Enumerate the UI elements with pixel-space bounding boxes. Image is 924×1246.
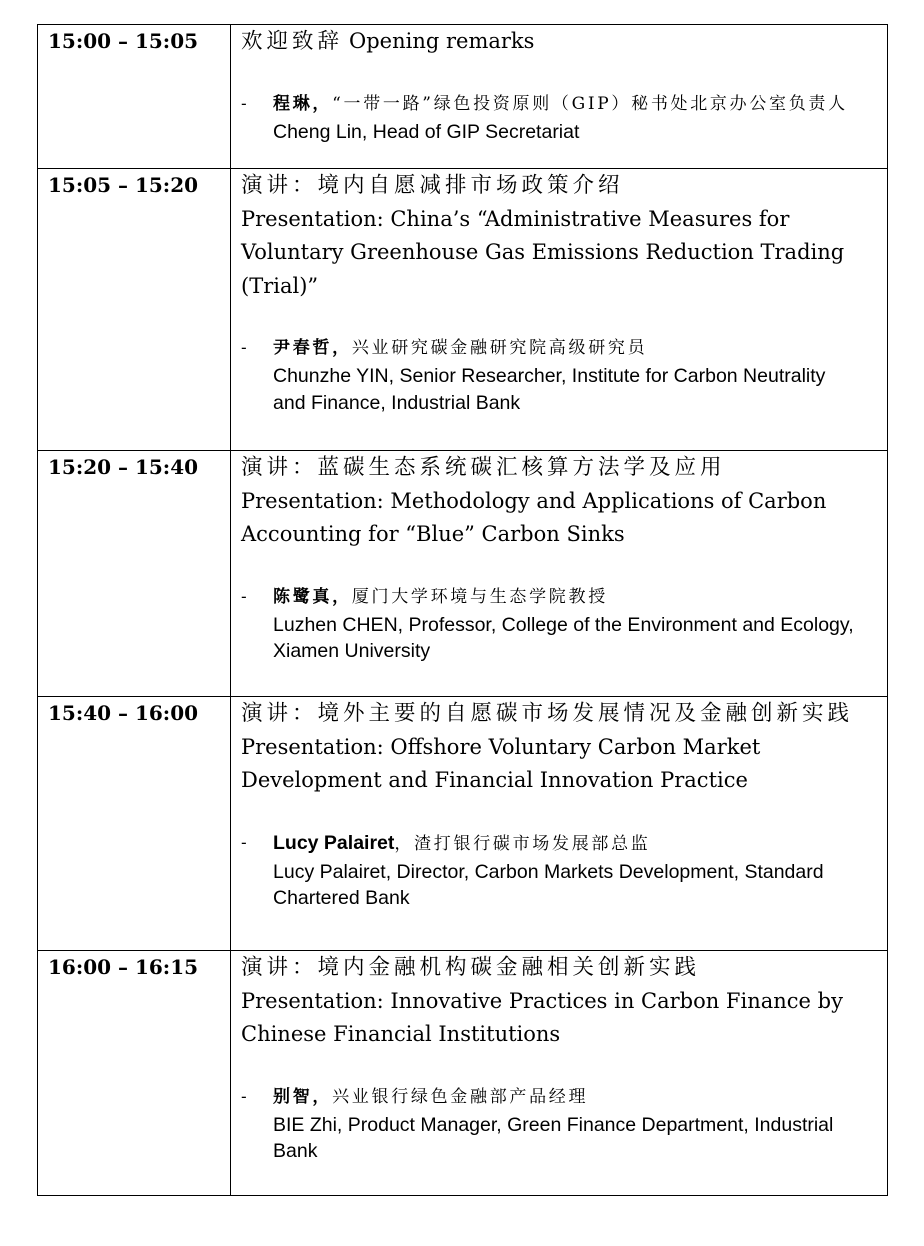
time-slot: 15:40 – 16:00	[48, 701, 199, 725]
speaker-name: 程琳，	[273, 93, 333, 114]
speaker-role-zh: 兴业银行绿色金融部产品经理	[332, 1086, 589, 1107]
speaker-role-zh: “一带一路”绿色投资原则（GIP）秘书处北京办公室负责人	[332, 93, 848, 114]
time-cell	[38, 697, 231, 950]
bullet-dash: -	[241, 93, 247, 113]
session-title-en: (Trial)”	[241, 273, 319, 298]
speaker-line-zh	[273, 89, 879, 119]
speaker-line-en: Cheng Lin, Head of GIP Secretariat	[273, 120, 580, 143]
session-title-zh: 演讲：蓝碳生态系统碳汇核算方法学及应用	[241, 455, 726, 480]
speaker-name: 别智，	[273, 1086, 333, 1107]
speaker-entry	[241, 582, 879, 665]
session-title-en: Chinese Financial Institutions	[241, 1022, 561, 1046]
session-cell	[231, 697, 887, 950]
speaker-line-en: Luzhen CHEN, Professor, College of the Environment and Ecology,	[273, 613, 854, 636]
speaker-line-en: Bank	[273, 1140, 318, 1162]
speaker-line-zh	[273, 333, 879, 363]
agenda-row	[38, 951, 887, 1196]
agenda-row	[38, 451, 887, 697]
bullet-dash: -	[241, 586, 247, 606]
bullet-dash: -	[241, 1086, 247, 1106]
session-title	[241, 25, 879, 59]
time-slot: 15:00 – 15:05	[48, 29, 199, 53]
speaker-line-en: Lucy Palairet, Director, Carbon Markets Development, Standard	[273, 860, 824, 883]
session-title-en: Presentation: Offshore Voluntary Carbon Market	[241, 734, 761, 759]
speaker-entry	[241, 333, 879, 416]
session-cell	[231, 951, 887, 1195]
session-title-en: Development and Financial Innovation Practice	[241, 768, 748, 792]
speaker-role-zh: 厦门大学环境与生态学院教授	[351, 586, 608, 607]
speaker-line-zh	[273, 1082, 879, 1112]
speaker-name: Lucy Palairet	[273, 831, 395, 854]
speaker-line-en: Chartered Bank	[273, 887, 410, 909]
time-slot: 15:20 – 15:40	[48, 455, 199, 479]
time-cell	[38, 25, 231, 168]
session-title-zh: 演讲：境外主要的自愿碳市场发展情况及金融创新实践	[241, 701, 854, 726]
speaker-line-en: Chunzhe YIN, Senior Researcher, Institute for Carbon Neutrality	[273, 365, 826, 387]
speaker-line-en: BIE Zhi, Product Manager, Green Finance Department, Industrial	[273, 1113, 834, 1136]
bullet-dash: -	[241, 338, 247, 357]
agenda-row	[38, 169, 887, 451]
speaker-line-zh	[273, 828, 879, 859]
speaker-role-zh: ，渣打银行碳市场发展部总监	[394, 833, 651, 854]
speaker-entry	[241, 828, 879, 912]
time-cell	[38, 951, 231, 1195]
time-slot: 16:00 – 16:15	[48, 955, 199, 979]
session-cell	[231, 451, 887, 696]
speaker-line-zh	[273, 582, 879, 612]
agenda-table	[37, 24, 888, 1196]
session-title-zh: 演讲：境内金融机构碳金融相关创新实践	[241, 955, 701, 980]
time-slot: 15:05 – 15:20	[48, 173, 199, 197]
time-cell	[38, 451, 231, 696]
speaker-role-zh: 兴业研究碳金融研究院高级研究员	[351, 338, 648, 358]
session-title-en: Presentation: China’s “Administrative Measures for	[241, 206, 790, 231]
session-title-en: Presentation: Methodology and Applications of Carbon	[241, 488, 827, 513]
bullet-dash: -	[241, 832, 247, 852]
session-cell	[231, 169, 887, 450]
speaker-line-en: Xiamen University	[273, 640, 431, 662]
speaker-entry	[241, 89, 879, 146]
session-cell	[231, 25, 887, 168]
speaker-name: 尹春哲，	[273, 338, 352, 358]
agenda-row	[38, 697, 887, 951]
time-cell	[38, 169, 231, 450]
speaker-name: 陈鹭真，	[273, 586, 352, 607]
session-title-zh: 演讲：境内自愿减排市场政策介绍	[241, 173, 624, 198]
session-title-en: Presentation: Innovative Practices in Carbon Finance by	[241, 988, 843, 1013]
session-title-en: Voluntary Greenhouse Gas Emissions Reduction Trading	[241, 240, 845, 264]
speaker-line-en: and Finance, Industrial Bank	[273, 391, 521, 414]
agenda-row	[38, 25, 887, 169]
session-title-en: Opening remarks	[349, 29, 535, 53]
session-title-zh: 欢迎致辞	[241, 29, 344, 54]
speaker-entry	[241, 1082, 879, 1165]
session-title-en: Accounting for “Blue” Carbon Sinks	[241, 522, 625, 546]
